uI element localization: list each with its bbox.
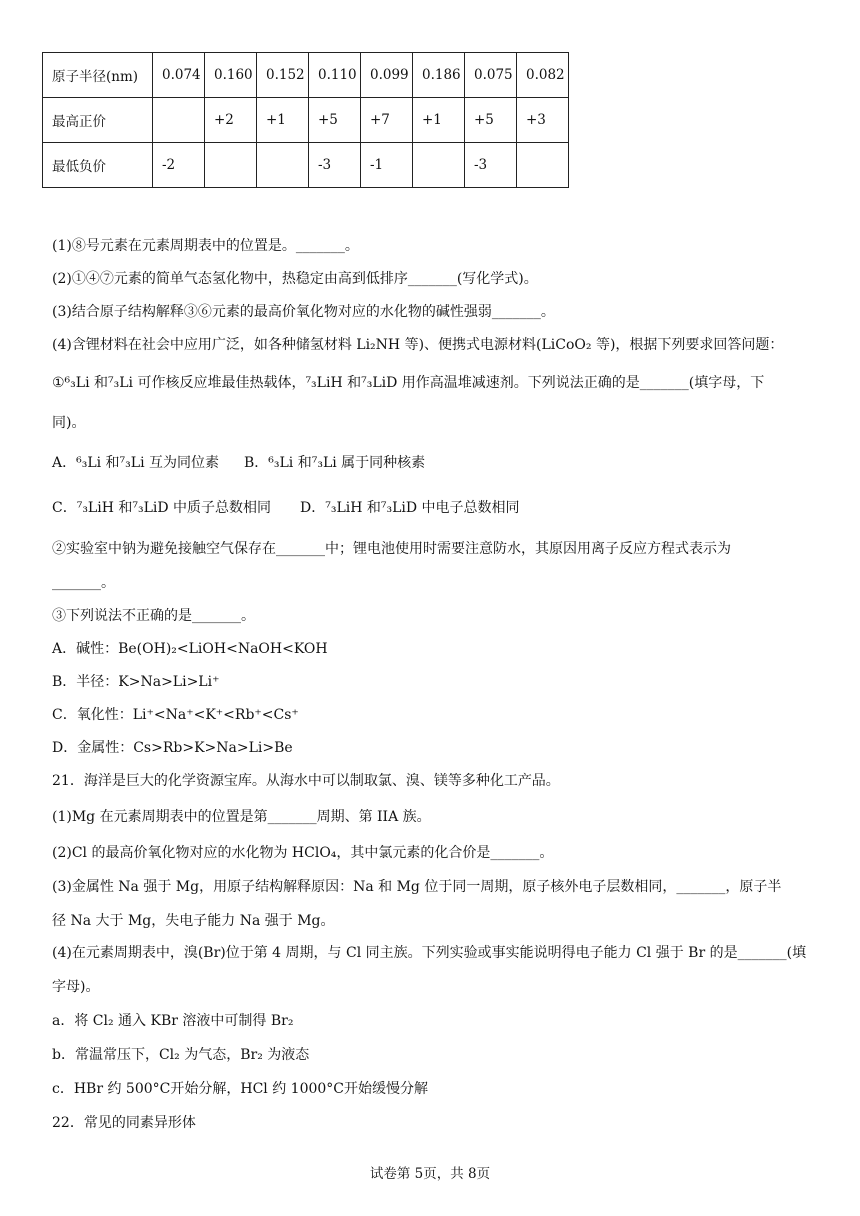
row-header: 最低负价 bbox=[43, 143, 153, 188]
element-data-table bbox=[42, 52, 569, 188]
question-21-4: (4)在元素周期表中，溴(Br)位于第 4 周期，与 Cl 同主族。下列实验或事实能说明得电子能力 Cl 强于 Br 的是_______(填 bbox=[52, 945, 807, 961]
table-cell: -3 bbox=[465, 143, 517, 188]
table-cell: 0.082 bbox=[517, 53, 569, 98]
table-cell: +7 bbox=[361, 98, 413, 143]
table-row bbox=[43, 143, 569, 188]
table-cell: 0.075 bbox=[465, 53, 517, 98]
question-1: (1)⑧号元素在元素周期表中的位置是。_______。 bbox=[52, 238, 359, 254]
question-3: (3)结合原子结构解释③⑥元素的最高价氧化物对应的水化物的碱性强弱_______。 bbox=[52, 304, 555, 320]
statement-a: A．碱性：Be(OH)₂<LiOH<NaOH<KOH bbox=[52, 641, 328, 657]
table-cell: 0.099 bbox=[361, 53, 413, 98]
table-cell: -3 bbox=[309, 143, 361, 188]
question-2: (2)①④⑦元素的简单气态氢化物中，热稳定由高到低排序_______(写化学式)。 bbox=[52, 271, 538, 287]
question-21-2: (2)Cl 的最高价氧化物对应的水化物为 HClO₄，其中氯元素的化合价是_______。 bbox=[52, 845, 554, 861]
question-22: 22．常见的同素异形体 bbox=[52, 1115, 196, 1131]
table-cell bbox=[257, 143, 309, 188]
table-cell: +2 bbox=[205, 98, 257, 143]
table-cell: +5 bbox=[465, 98, 517, 143]
option-21-b: b．常温常压下，Cl₂ 为气态，Br₂ 为液态 bbox=[52, 1047, 310, 1063]
statement-b: B．半径：K>Na>Li>Li⁺ bbox=[52, 674, 220, 690]
question-4-1: ①⁶₃Li 和⁷₃Li 可作核反应堆最佳热载体，⁷₃LiH 和⁷₃LiD 用作高温堆减速剂。下列说法正确的是_______(填字母，下 bbox=[52, 375, 765, 391]
question-4: (4)含锂材料在社会中应用广泛，如各种储氢材料 Li₂NH 等)、便携式电源材料(LiCoO₂ 等)，根据下列要求回答问题： bbox=[52, 337, 784, 353]
table-cell bbox=[413, 143, 465, 188]
table-cell bbox=[153, 98, 205, 143]
statement-c: C．氧化性：Li⁺<Na⁺<K⁺<Rb⁺<Cs⁺ bbox=[52, 707, 299, 723]
table-cell: -2 bbox=[153, 143, 205, 188]
table-cell: +5 bbox=[309, 98, 361, 143]
question-4-2: ②实验室中钠为避免接触空气保存在_______中；锂电池使用时需要注意防水，其原因用离子反应方程式表示为 bbox=[52, 541, 731, 557]
table-row bbox=[43, 98, 569, 143]
question-21-1: (1)Mg 在元素周期表中的位置是第_______周期、第 IIA 族。 bbox=[52, 809, 431, 825]
table-cell: +1 bbox=[413, 98, 465, 143]
question-21-3-cont: 径 Na 大于 Mg，失电子能力 Na 强于 Mg。 bbox=[52, 913, 335, 929]
table-cell: 0.110 bbox=[309, 53, 361, 98]
question-4-3: ③下列说法不正确的是_______。 bbox=[52, 608, 255, 624]
question-21-4-cont: 字母)。 bbox=[52, 979, 100, 995]
row-header: 原子半径(nm) bbox=[43, 53, 153, 98]
table-cell: 0.160 bbox=[205, 53, 257, 98]
question-21: 21．海洋是巨大的化学资源宝库。从海水中可以制取氯、溴、镁等多种化工产品。 bbox=[52, 773, 560, 789]
question-4-1-cont: 同)。 bbox=[52, 415, 86, 431]
statement-d: D．金属性：Cs>Rb>K>Na>Li>Be bbox=[52, 740, 293, 756]
option-d: D．⁷₃LiH 和⁷₃LiD 中电子总数相同 bbox=[300, 500, 520, 516]
row-header: 最高正价 bbox=[43, 98, 153, 143]
question-21-3: (3)金属性 Na 强于 Mg，用原子结构解释原因：Na 和 Mg 位于同一周期，原子核外电子层数相同，_______，原子半 bbox=[52, 879, 782, 895]
option-b: B．⁶₃Li 和⁷₃Li 属于同种核素 bbox=[244, 455, 426, 471]
question-4-2-cont: _______。 bbox=[52, 575, 115, 591]
table-cell: +3 bbox=[517, 98, 569, 143]
option-c: C．⁷₃LiH 和⁷₃LiD 中质子总数相同 bbox=[52, 500, 272, 516]
page-footer: 试卷第 5页，共 8页 bbox=[369, 1166, 491, 1182]
table-cell: -1 bbox=[361, 143, 413, 188]
table-cell: 0.186 bbox=[413, 53, 465, 98]
option-21-c: c．HBr 约 500°C开始分解，HCl 约 1000°C开始缓慢分解 bbox=[52, 1081, 429, 1097]
table-cell: +1 bbox=[257, 98, 309, 143]
table-cell bbox=[205, 143, 257, 188]
option-a: A．⁶₃Li 和⁷₃Li 互为同位素 bbox=[52, 455, 220, 471]
table-row bbox=[43, 53, 569, 98]
option-21-a: a．将 Cl₂ 通入 KBr 溶液中可制得 Br₂ bbox=[52, 1013, 294, 1029]
table-cell: 0.152 bbox=[257, 53, 309, 98]
table-cell bbox=[517, 143, 569, 188]
table-cell: 0.074 bbox=[153, 53, 205, 98]
